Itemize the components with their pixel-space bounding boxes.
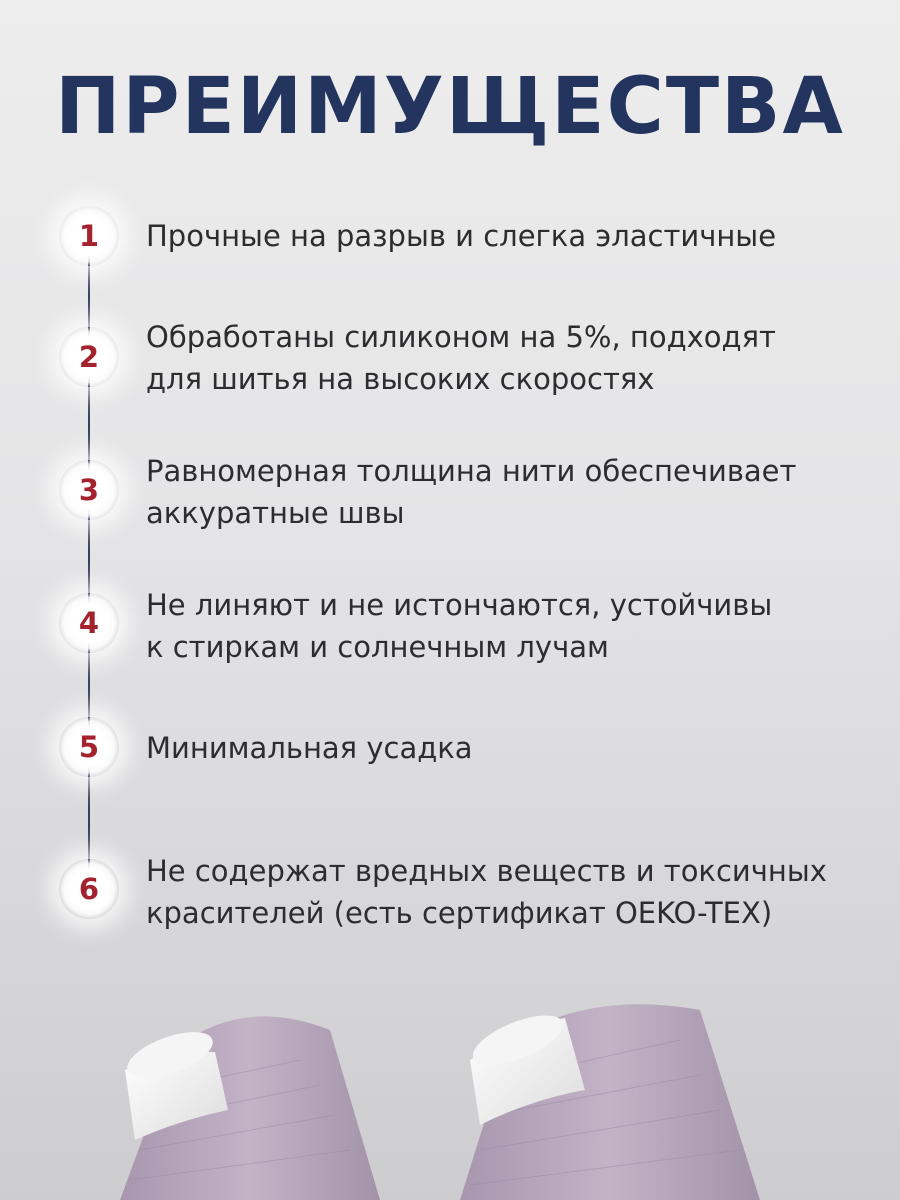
number-badge: 4 [59,593,119,653]
thread-spools-image [0,990,900,1200]
advantage-text-line: к стиркам и солнечным лучам [146,630,609,664]
number-badge: 6 [59,859,119,919]
advantage-text-line: Минимальная усадка [146,731,473,765]
advantage-text [146,727,866,769]
advantage-text [146,450,866,534]
left-spool [120,1016,380,1200]
number-badge: 3 [59,460,119,520]
number-badge: 1 [59,206,119,266]
right-spool [460,1004,760,1200]
number-badge: 5 [59,717,119,777]
advantage-text [146,316,866,400]
advantage-text-line: Обработаны силиконом на 5%, подходят [146,320,776,354]
advantage-text-line: Прочные на разрыв и слегка эластичные [146,219,777,253]
advantage-text-line: Равномерная толщина нити обеспечивает [146,454,797,488]
advantage-text-line: для шитья на высоких скоростях [146,362,655,396]
advantage-text-line: Не линяют и не истончаются, устойчивы [146,588,773,622]
advantage-text [146,215,866,257]
advantage-text-line: Не содержат вредных веществ и токсичных [146,854,827,888]
number-badge: 2 [59,327,119,387]
advantage-text-line: красителей (есть сертификат OEKO-TEX) [146,896,773,930]
page-title: ПРЕИМУЩЕСТВА [55,62,845,152]
advantage-text-line: аккуратные швы [146,496,405,530]
advantage-text [146,850,866,934]
advantage-text [146,584,866,668]
